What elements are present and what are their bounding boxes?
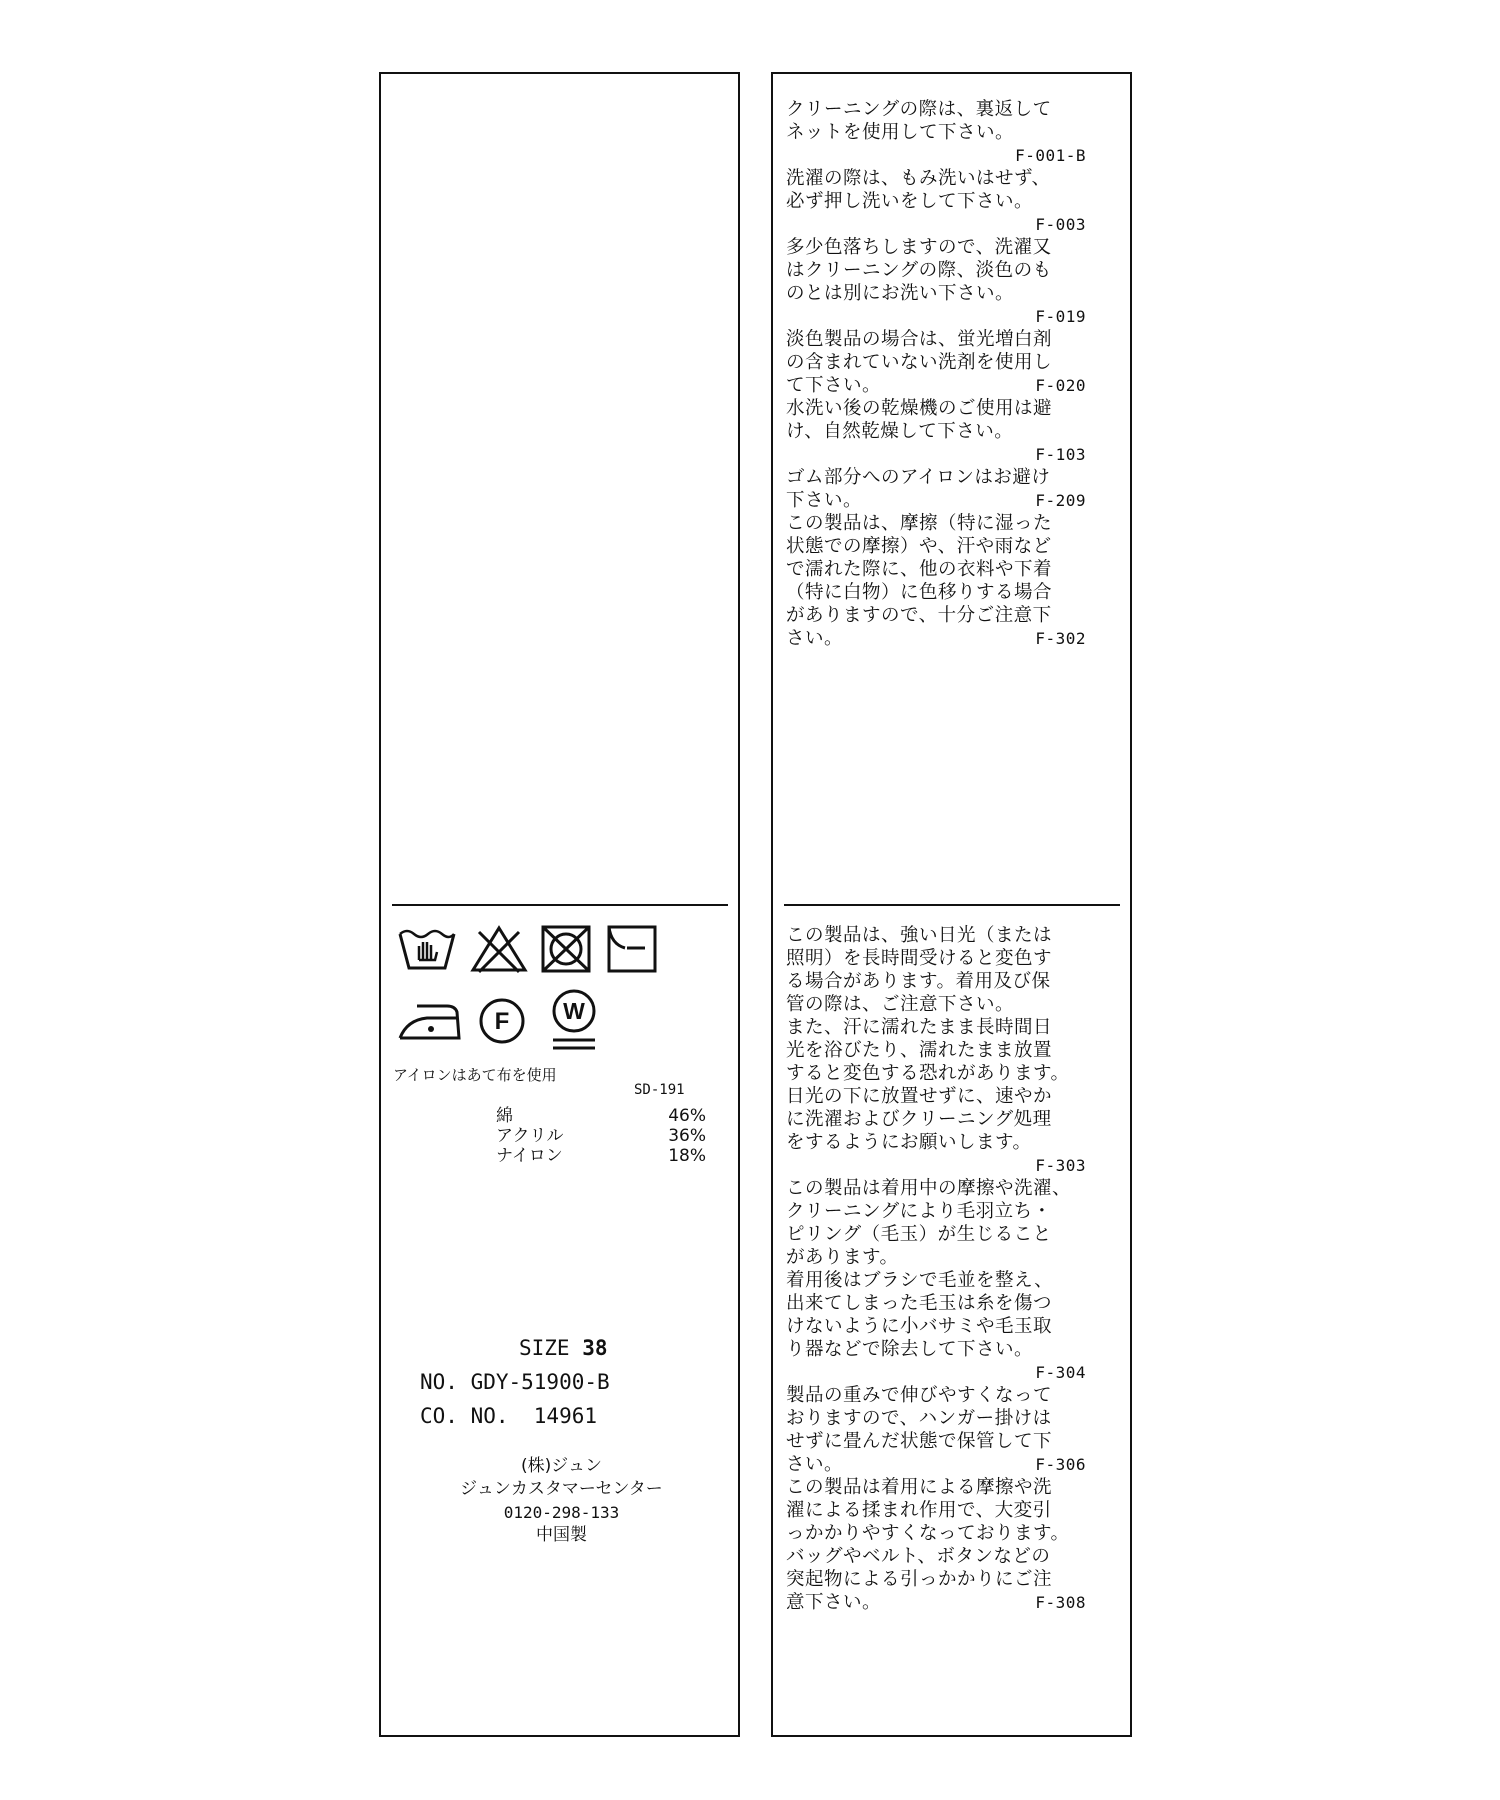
- care-note-code: F-103: [1035, 445, 1086, 464]
- care-note-text: この製品は着用中の摩擦や洗濯、 クリーニングにより毛羽立ち・ ピリング（毛玉）が生じること があります。 着用後はブラシで毛並を整え、 出来てしまった毛玉は糸を傷つ けないように小バサミや毛玉取 り器などで除去して下さい。: [786, 1178, 1072, 1360]
- no-tumble-dry-icon: [539, 924, 595, 974]
- care-note-code: F-209: [1035, 491, 1086, 510]
- care-note-text: この製品は、強い日光（または 照明）を長時間受けると変色す る場合があります。着用及び保 管の際は、ご注意下さい。 また、汗に濡れたまま長時間日 光を浴びたり、濡れたまま放置 すると変色する恐れがあります。 日光の下に放置せずに、速やか に洗濯およびクリーニング処理 をするようにお願いします。: [786, 925, 1070, 1153]
- care-note-code: F-019: [1035, 307, 1086, 326]
- care-note-text: 多少色落ちしますので、洗濯又 はクリーニングの際、淡色のも のとは別にお洗い下さい。: [786, 237, 1052, 304]
- care-note-code: F-020: [1035, 376, 1086, 395]
- care-note-code: F-308: [1035, 1593, 1086, 1612]
- care-note: [786, 512, 1086, 650]
- care-note-code: F-003: [1035, 215, 1086, 234]
- size-line: [519, 1336, 608, 1360]
- care-note: [786, 1476, 1086, 1614]
- fiber-name: ナイロン: [496, 1146, 563, 1166]
- care-note: [786, 328, 1086, 397]
- care-note-text: 製品の重みで伸びやすくなって おりますので、ハンガー掛けは せずに畳んだ状態で保管して下 さい。: [786, 1385, 1053, 1475]
- fiber-name: 綿: [496, 1106, 513, 1126]
- care-note-text: ゴム部分へのアイロンはお避け 下さい。: [786, 467, 1051, 511]
- care-note-code: F-302: [1035, 629, 1086, 648]
- fiber-percent: 36%: [668, 1126, 706, 1146]
- care-note: [786, 397, 1086, 466]
- no-bleach-icon: [469, 924, 529, 974]
- care-note: [786, 466, 1086, 512]
- svg-text:W: W: [563, 998, 585, 1024]
- co-number: CO. NO. 14961: [420, 1404, 598, 1428]
- care-note: [786, 1384, 1086, 1476]
- care-note: [786, 1177, 1086, 1384]
- customer-center: ジュンカスタマーセンター: [460, 1479, 663, 1499]
- care-note-code: F-306: [1035, 1455, 1086, 1474]
- care-note-text: 洗濯の際は、もみ洗いはせず、 必ず押し洗いをして下さい。: [786, 168, 1051, 212]
- care-note: [786, 98, 1086, 167]
- fiber-name: アクリル: [496, 1126, 564, 1146]
- size-label: SIZE: [519, 1336, 570, 1360]
- right-care-label: [771, 72, 1132, 1737]
- line-dry-icon: [605, 924, 661, 974]
- care-note: [786, 924, 1086, 1177]
- care-instructions-bottom: [786, 924, 1086, 1614]
- fiber-percent: 18%: [668, 1146, 706, 1166]
- care-note-code: F-303: [1035, 1156, 1086, 1175]
- country-of-origin: 中国製: [536, 1525, 587, 1545]
- care-note-text: この製品は、摩擦（特に湿った 状態での摩擦）や、汗や雨など で濡れた際に、他の衣料や下着 （特に白物）に色移りする場合 がありますので、十分ご注意下 さい。: [786, 513, 1053, 649]
- left-label-divider: [392, 904, 728, 906]
- care-note: [786, 167, 1086, 236]
- care-note-text: 淡色製品の場合は、蛍光増白剤 の含まれていない洗剤を使用し て下さい。: [786, 329, 1053, 396]
- hand-wash-icon: [397, 924, 457, 974]
- product-number: NO. GDY-51900-B: [420, 1370, 610, 1394]
- size-value: 38: [582, 1336, 608, 1360]
- company-name: (株)ジュン: [521, 1456, 602, 1476]
- iron-note: アイロンはあて布を使用: [393, 1066, 557, 1084]
- phone-number: 0120-298-133: [503, 1503, 620, 1522]
- care-note-text: クリーニングの際は、裏返して ネットを使用して下さい。: [786, 99, 1052, 143]
- care-note-code: F-304: [1035, 1363, 1086, 1382]
- care-instructions-top: [786, 98, 1086, 650]
- dry-clean-f-icon: [477, 996, 527, 1046]
- care-note: [786, 236, 1086, 328]
- fiber-percent: 46%: [668, 1106, 706, 1126]
- right-label-divider: [784, 904, 1120, 906]
- care-note-text: 水洗い後の乾燥機のご使用は避 け、自然乾燥して下さい。: [786, 398, 1053, 442]
- care-note-code: F-001-B: [1015, 146, 1086, 165]
- care-note-text: この製品は着用による摩擦や洗 濯による揉まれ作用で、大変引 っかかりやすくなっております。 バッグやベルト、ボタンなどの 突起物による引っかかりにご注 意下さい。: [786, 1477, 1070, 1613]
- wet-clean-w-icon: [549, 988, 599, 1054]
- left-care-label: [379, 72, 740, 1737]
- sd-code: SD-191: [634, 1082, 685, 1098]
- iron-low-icon: [397, 998, 463, 1044]
- svg-text:F: F: [494, 1008, 510, 1035]
